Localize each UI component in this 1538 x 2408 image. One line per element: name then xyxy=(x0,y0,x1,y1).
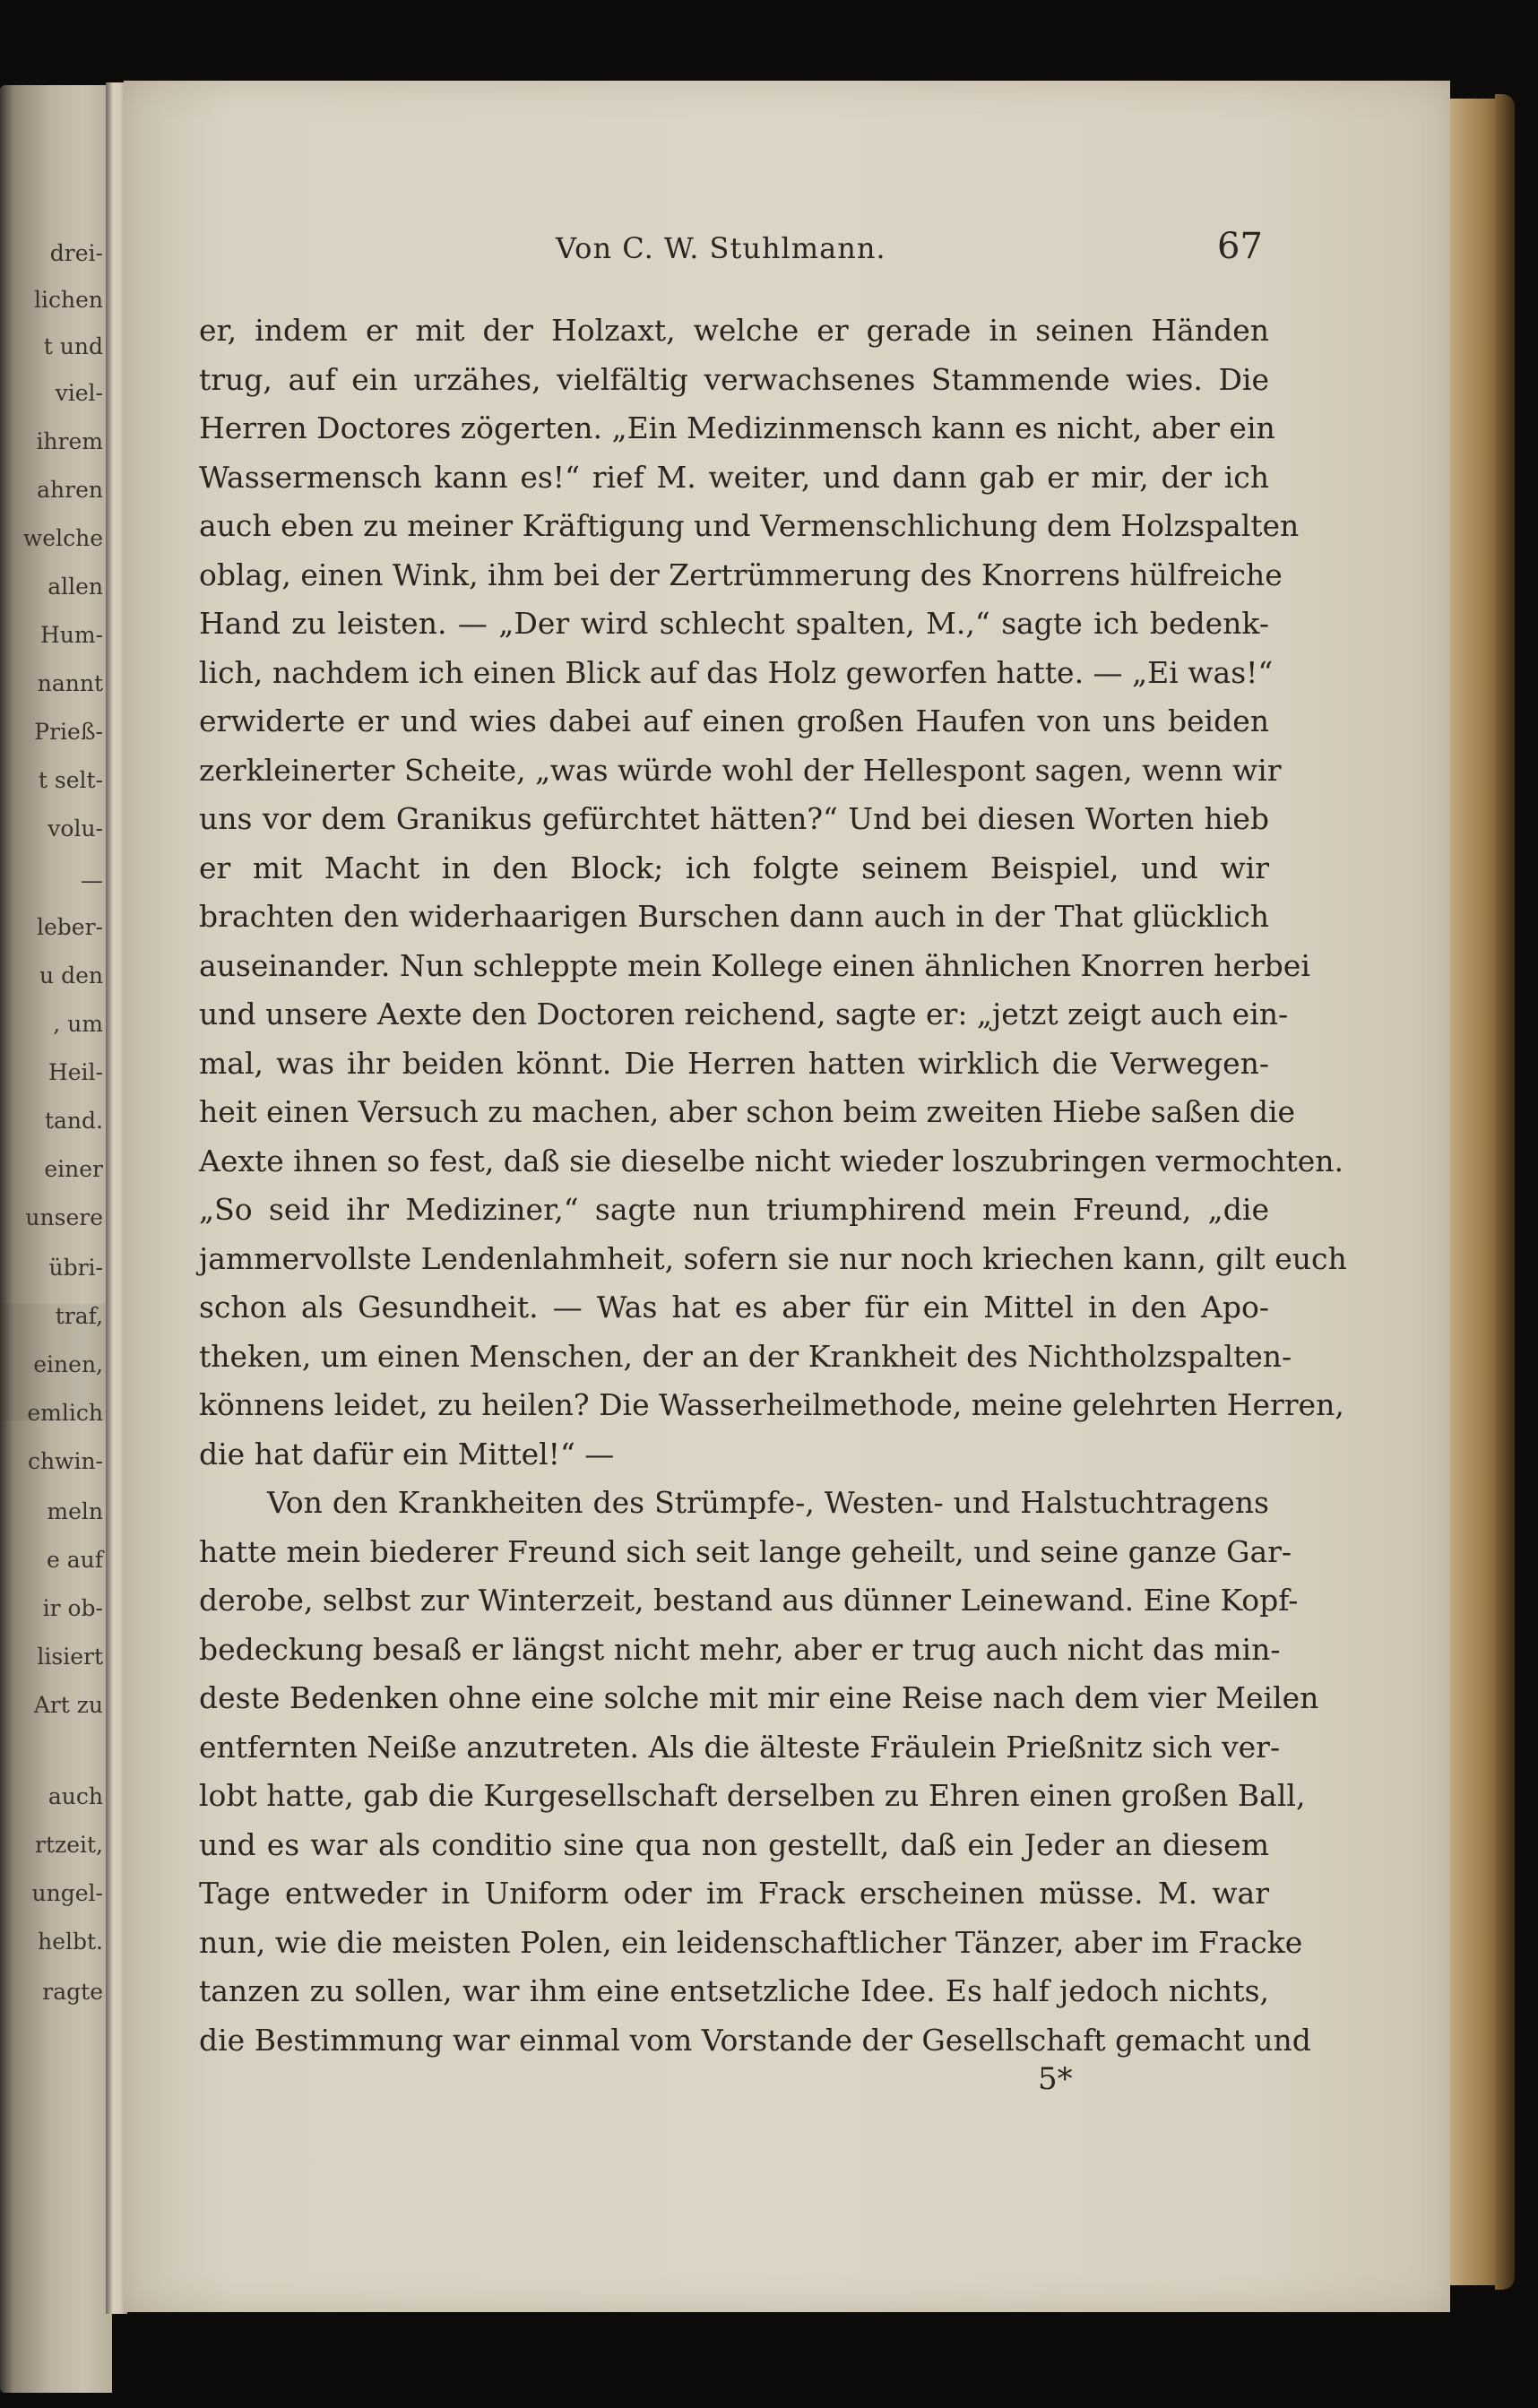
left-page-fragment: unsere xyxy=(25,1204,103,1230)
left-page-fragment: lisiert xyxy=(37,1644,103,1670)
left-page-fragment: — xyxy=(81,867,103,893)
text-line: Herren Doctores zögerten. „Ein Medizinmensch kann es nicht, aber ein xyxy=(199,410,1275,445)
text-line: Von den Krankheiten des Strümpfe-, Westen- und Halstuchtragens xyxy=(267,1485,1269,1520)
left-page-fragment: viel- xyxy=(55,380,103,406)
left-page-fragment: t selt- xyxy=(38,767,103,793)
text-line: und es war als conditio sine qua non gestellt, daß ein Jeder an diesem xyxy=(199,1826,1269,1862)
text-line: oblag, einen Wink, ihm bei der Zertrümmerung des Knorrens hülfreiche xyxy=(199,557,1283,592)
running-head: Von C. W. Stuhlmann. xyxy=(556,231,886,265)
left-page-fragment: lichen xyxy=(34,287,103,313)
left-page-fragment: Heil- xyxy=(48,1059,103,1085)
text-line: Tage entweder in Uniform oder im Frack erscheinen müsse. M. war xyxy=(199,1876,1269,1911)
text-line: heit einen Versuch zu machen, aber schon beim zweiten Hiebe saßen die xyxy=(199,1094,1296,1129)
left-page-fragment: emlich xyxy=(27,1400,103,1426)
text-line: Wassermensch kann es!“ rief M. weiter, und dann gab er mir, der ich xyxy=(199,459,1269,495)
left-page-fragment: traf, xyxy=(55,1303,103,1329)
text-line: schon als Gesundheit. — Was hat es aber für ein Mittel in den Apo- xyxy=(199,1290,1269,1325)
left-page-fragment: Hum- xyxy=(39,622,103,648)
left-page-fragment: einer xyxy=(44,1156,103,1182)
left-page-fragment: chwin- xyxy=(27,1448,103,1474)
left-page-fragment: übri- xyxy=(48,1255,103,1281)
left-page-fragment: nannt xyxy=(37,670,103,696)
text-line: lobt hatte, gab die Kurgesellschaft derselben zu Ehren einen großen Ball, xyxy=(199,1778,1306,1813)
left-page-fragment: e auf xyxy=(46,1547,103,1573)
text-line: auseinander. Nun schleppte mein Kollege einen ähnlichen Knorren herbei xyxy=(199,947,1310,983)
left-page-fragment: , um xyxy=(53,1011,103,1037)
text-line: er mit Macht in den Block; ich folgte seinem Beispiel, und wir xyxy=(199,850,1269,885)
text-line: Aexte ihnen so fest, daß sie dieselbe nicht wieder loszubringen vermochten. xyxy=(199,1143,1344,1178)
text-line: deste Bedenken ohne eine solche mit mir eine Reise nach dem vier Meilen xyxy=(199,1680,1319,1715)
left-page-fragment: t und xyxy=(43,333,103,359)
left-page-fragment: ragte xyxy=(42,1979,103,2005)
left-page-fragment: Art zu xyxy=(33,1692,103,1718)
left-page-fragment: auch xyxy=(48,1783,103,1809)
text-line: erwiderte er und wies dabei auf einen großen Haufen von uns beiden xyxy=(199,703,1269,738)
text-line: brachten den widerhaarigen Burschen dann auch in der That glücklich xyxy=(199,899,1269,934)
left-page-fragment: ungel- xyxy=(31,1880,103,1906)
left-page-fragment: drei- xyxy=(49,240,103,266)
text-line: theken, um einen Menschen, der an der Krankheit des Nichtholzspalten- xyxy=(199,1338,1292,1374)
left-page-fragment: u den xyxy=(39,962,103,988)
body-text xyxy=(199,306,1347,2065)
left-page-fragment: ihrem xyxy=(36,428,103,454)
left-page-fragment: rtzeit, xyxy=(35,1832,103,1858)
text-line: die Bestimmung war einmal vom Vorstande der Gesellschaft gemacht und xyxy=(199,2022,1311,2058)
text-line: tanzen zu sollen, war ihm eine entsetzliche Idee. Es half jedoch nichts, xyxy=(199,1973,1269,2008)
left-page-fragment: ir ob- xyxy=(42,1595,103,1621)
text-line: entfernten Neiße anzutreten. Als die älteste Fräulein Prießnitz sich ver- xyxy=(199,1729,1281,1765)
text-line: „So seid ihr Mediziner,“ sagte nun triumphirend mein Freund, „die xyxy=(199,1192,1269,1227)
text-line: nun, wie die meisten Polen, ein leidenschaftlicher Tänzer, aber im Fracke xyxy=(199,1924,1303,1960)
text-line: die hat dafür ein Mittel!“ — xyxy=(199,1436,615,1472)
adjacent-left-page xyxy=(0,85,112,2393)
text-line: hatte mein biederer Freund sich seit lange geheilt, und seine ganze Gar- xyxy=(199,1533,1292,1569)
text-line: er, indem er mit der Holzaxt, welche er gerade in seinen Händen xyxy=(199,313,1269,348)
text-line: auch eben zu meiner Kräftigung und Vermenschlichung dem Holzspalten xyxy=(199,508,1300,543)
text-line: Hand zu leisten. — „Der wird schlecht spalten, M.,“ sagte ich bedenk- xyxy=(199,606,1269,641)
text-line: jammervollste Lendenlahmheit, sofern sie nur noch kriechen kann, gilt euch xyxy=(199,1240,1347,1276)
left-page-fragment: tand. xyxy=(44,1108,103,1134)
text-line: trug, auf ein urzähes, vielfältig verwachsenes Stammende wies. Die xyxy=(199,361,1269,397)
signature-mark: 5* xyxy=(1038,2061,1073,2097)
left-page-fragment: volu- xyxy=(48,816,103,842)
left-page-fragment: einen, xyxy=(33,1351,103,1377)
text-line: mal, was ihr beiden könnt. Die Herren hatten wirklich die Verwegen- xyxy=(199,1045,1269,1081)
text-line: bedeckung besaß er längst nicht mehr, aber er trug auch nicht das min- xyxy=(199,1631,1281,1667)
left-page-fragment: meln xyxy=(47,1498,103,1524)
left-page-fragment: allen xyxy=(48,574,103,600)
left-page-fragment: leber- xyxy=(37,914,103,940)
text-line: derobe, selbst zur Winterzeit, bestand aus dünner Leinewand. Eine Kopf- xyxy=(199,1583,1299,1618)
left-page-fragment: Prieß- xyxy=(34,719,103,745)
text-line: und unsere Aexte den Doctoren reichend, sagte er: „jetzt zeigt auch ein- xyxy=(199,997,1289,1031)
left-page-fragment: ahren xyxy=(37,477,103,503)
text-line: zerkleinerter Scheite, „was würde wohl der Hellespont sagen, wenn wir xyxy=(199,752,1282,788)
left-page-fragment: welche xyxy=(22,525,103,551)
text-line: könnens leidet, zu heilen? Die Wasserheilmethode, meine gelehrten Herren, xyxy=(199,1387,1344,1422)
text-line: lich, nachdem ich einen Blick auf das Holz geworfen hatte. — „Ei was!“ xyxy=(199,654,1274,690)
book-cover-edge xyxy=(1495,94,1515,2290)
left-page-fragment: helbt. xyxy=(38,1929,103,1955)
text-line: uns vor dem Granikus gefürchtet hätten?“ Und bei diesen Worten hieb xyxy=(199,801,1269,836)
page-number: 67 xyxy=(1217,226,1263,267)
